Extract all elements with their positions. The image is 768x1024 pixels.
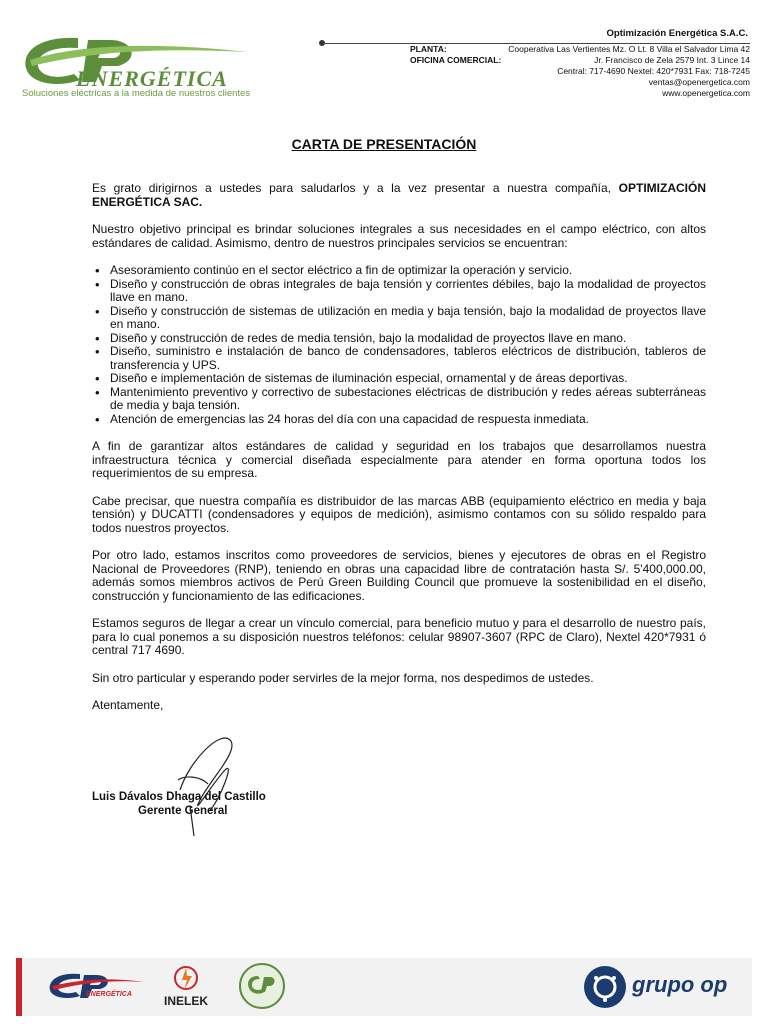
list-item: • Diseño y construcción de redes de media tensión, bajo la modalidad de proyectos llave en mano. [110,332,706,346]
planta-label: PLANTA: [410,44,447,54]
quality-paragraph: A fin de garantizar altos estándares de calidad y seguridad en los trabajos que desarrollamos nuestra infraestructura técnica y comercial diseñada especialmente para atender en forma oportuna todos los requerimientos de su empresa. [92,439,706,480]
closing-salutation: Atentamente, [92,698,164,712]
website: www.openergetica.com [662,88,750,98]
oficina-label: OFICINA COMERCIAL: [410,55,502,65]
registry-paragraph: Por otro lado, estamos inscritos como proveedores de servicios, bienes y ejecutores de obras en el Registro Nacional de Proveedores (RNP), teniendo en obras una capacidad libre de contratación hasta S/. 5'400,000.00, además somos miembros activos de Perú Green Building Council que promueve la sostenibilidad en el diseño, construcción y funcionamiento de las edificaciones. [92,548,706,603]
email-address: ventas@openergetica.com [648,77,750,87]
farewell-paragraph: Sin otro particular y esperando poder servirles de la mejor forma, nos despedimos de ustedes. [92,670,594,685]
letter-body [92,182,706,727]
phone-numbers: Central: 717-4690 Nextel: 420*7931 Fax: 718-7245 [557,66,750,76]
signer-position: Gerente General [138,805,228,817]
intro-paragraph: Es grato dirigirnos a ustedes para saludarlos y a la vez presentar a nuestra compañía, OPTIMIZACIÓN ENERGÉTICA SAC. [92,181,706,209]
oficina-value: Jr. Francisco de Zela 2579 Int. 3 Lince 14 [594,55,750,65]
inelek-wordmark: INELEK [163,994,208,1008]
company-name-bold: OPTIMIZACIÓN ENERGÉTICA SAC. [92,181,706,209]
footer-cp-logo [46,970,146,1004]
list-item: • Diseño, suministro e instalación de banco de condensadores, tableros eléctricos de distribución, tableros de transferencia y UPS. [110,345,706,372]
letter-title: CARTA DE PRESENTACIÓN [291,136,477,152]
footer-logos [16,958,752,1016]
signer-name: Luis Dávalos Dhaga del Castillo [92,791,266,803]
brands-paragraph: Cabe precisar, que nuestra compañía es distribuidor de las marcas ABB (equipamiento eléctrico en media y baja tensión) y DUCATTI (condensadores y equipos de medición), asimismo contamos con su sólido respaldo para todos nuestros proyectos. [92,493,706,535]
list-item: • Atención de emergencias las 24 horas del día con una capacidad de respuesta inmediata. [110,413,706,427]
logo-tagline: Soluciones eléctricas a la medida de nuestros clientes [22,88,251,99]
list-item: • Asesoramiento continúo en el sector eléctrico a fin de optimizar la operación y servicio. [110,264,706,278]
footer-accent-bar [16,958,22,1016]
list-item: • Mantenimiento preventivo y correctivo de subestaciones eléctricas de distribución y redes aéreas subterráneas de media y baja tensión. [110,386,706,413]
services-list [92,264,706,426]
company-name-header: Optimización Energética S.A.C. [606,28,748,39]
logo-wordmark: ENERGÉTICA [76,66,228,91]
footer-cp-subtext: ENERGÉTICA [86,991,132,998]
cp-round-logo [238,962,286,1010]
signature-block [92,790,266,818]
inelek-logo [156,964,216,1014]
list-item: • Diseño e implementación de sistemas de iluminación especial, ornamental y de áreas deportivas. [110,372,706,386]
contact-paragraph: Estamos seguros de llegar a crear un vínculo comercial, para beneficio mutuo y para el desarrollo de nuestro país, para lo cual ponemos a su disposición nuestros teléfonos: celular 98907-3607 (RPC de Claro), Nextel 420*7931 ó central 717 4690. [92,616,706,657]
list-item: • Diseño y construcción de sistemas de utilización en media y baja tensión, bajo la modalidad de proyectos llave en mano. [110,305,706,332]
objective-paragraph: Nuestro objetivo principal es brindar soluciones integrales a sus necesidades en el campo eléctrico, con altos estándares de calidad. Asimismo, dentro de nuestros principales servicios se encuentran: [92,222,706,250]
handwritten-signature [160,720,250,840]
grupo-op-logo [582,962,752,1012]
company-address [410,44,750,99]
planta-value: Cooperativa Las Vertientes Mz. O Lt. 8 Villa el Salvador Lima 42 [508,44,750,54]
list-item: • Diseño y construcción de obras integrales de baja tensión y corrientes débiles, bajo la modalidad de proyectos llave en mano. [110,278,706,305]
grupo-op-wordmark: grupo op [632,972,728,997]
